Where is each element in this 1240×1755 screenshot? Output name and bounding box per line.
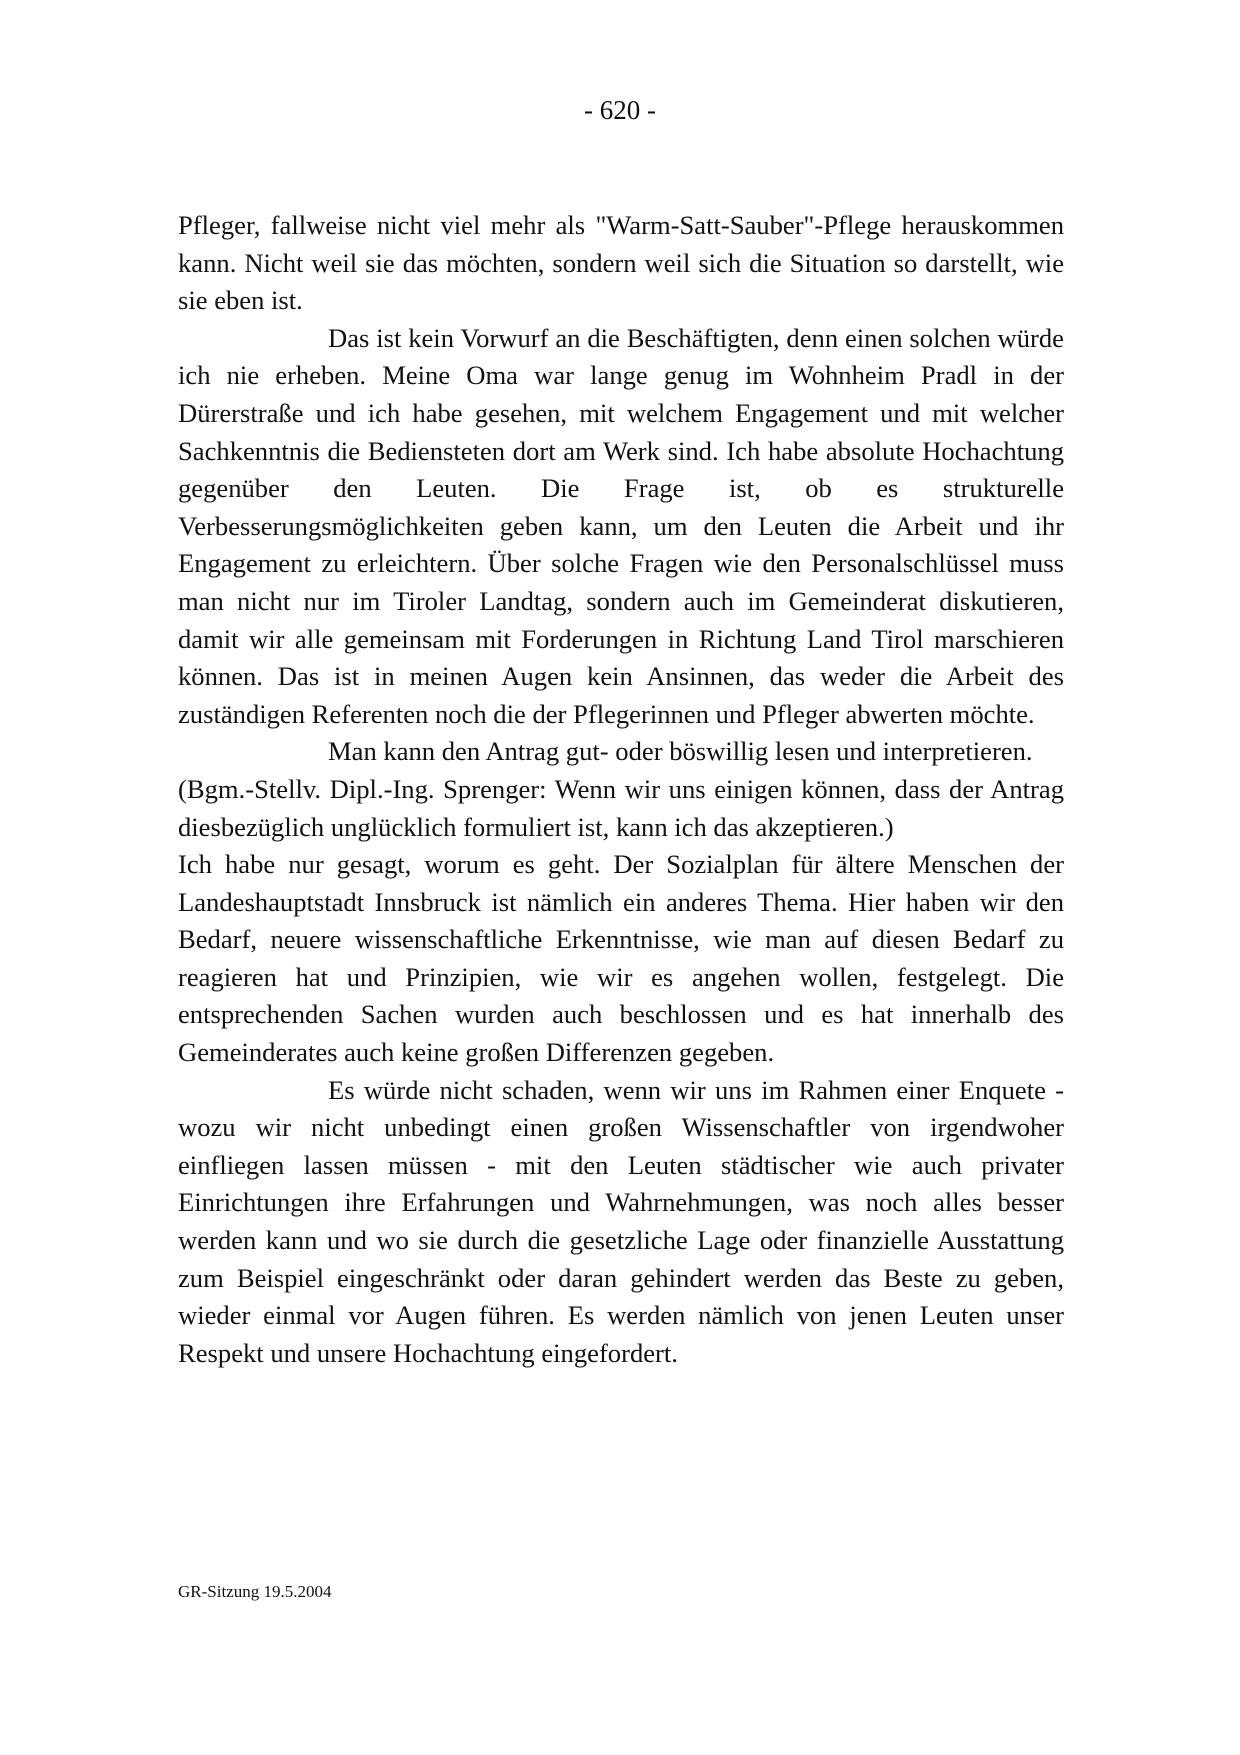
paragraph: Pfleger, fallweise nicht viel mehr als "Warm-Satt-Sauber"-Pflege herauskommen kann. Nicht weil sie das möchten, sondern weil sich die Situation so darstellt, wie sie eben ist. [178, 210, 1064, 316]
paragraph: Man kann den Antrag gut- oder böswillig lesen und interpretieren. [328, 736, 1033, 767]
footer-session-date: GR-Sitzung 19.5.2004 [178, 1582, 332, 1601]
paragraph: Ich habe nur gesagt, worum es geht. Der Sozialplan für ältere Menschen der Landeshauptstadt Innsbruck ist nämlich ein anderes Thema. Hier haben wir den Bedarf, neuere wissenschaftliche Erkenntnisse, wie man auf diesen Bedarf zu reagieren hat und Prinzipien, wie wir es angehen wollen, festgelegt. Die entsprechenden Sachen wurden auch beschlossen und es hat innerhalb des Gemeinderates auch keine großen Differenzen gegeben. [178, 849, 1064, 1068]
body-text [178, 207, 1064, 1372]
paragraph: Es würde nicht schaden, wenn wir uns im Rahmen einer Enquete - wozu wir nicht unbedingt einen großen Wissenschaftler von irgendwoher einfliegen lassen müssen - mit den Leuten städtischer wie auch privater Einrichtungen ihre Erfahrungen und Wahrnehmungen, was noch alles besser werden kann und wo sie durch die gesetzliche Lage oder finanzielle Ausstattung zum Beispiel eingeschränkt oder daran gehindert werden das Beste zu geben, wieder einmal vor Augen führen. Es werden nämlich von jenen Leuten unser Respekt und unsere Hochachtung eingefordert. [178, 1074, 1064, 1368]
page-number: - 620 - [584, 95, 656, 125]
paragraph: Das ist kein Vorwurf an die Beschäftigten, denn einen solchen würde ich nie erheben. Meine Oma war lange genug im Wohnheim Pradl in der Dürerstraße und ich habe gesehen, mit welchem Engagement und mit welcher Sachkenntnis die Bediensteten dort am Werk sind. Ich habe absolute Hochachtung gegenüber den Leuten. Die Frage ist, ob es strukturelle Verbesserungsmöglichkeiten geben kann, um den Leuten die Arbeit und ihr Engagement zu erleichtern. Über solche Fragen wie den Personalschlüssel muss man nicht nur im Tiroler Landtag, sondern auch im Gemeinderat diskutieren, damit wir alle gemeinsam mit Forderungen in Richtung Land Tirol marschieren können. Das ist in meinen Augen kein Ansinnen, das weder die Arbeit des zuständigen Referenten noch die der Pflegerinnen und Pfleger abwerten möchte. [178, 322, 1064, 729]
interjection: (Bgm.-Stellv. Dipl.-Ing. Sprenger: Wenn wir uns einigen können, dass der Antrag diesbezüglich unglücklich formuliert ist, kann ich das akzeptieren.) [178, 773, 1064, 842]
